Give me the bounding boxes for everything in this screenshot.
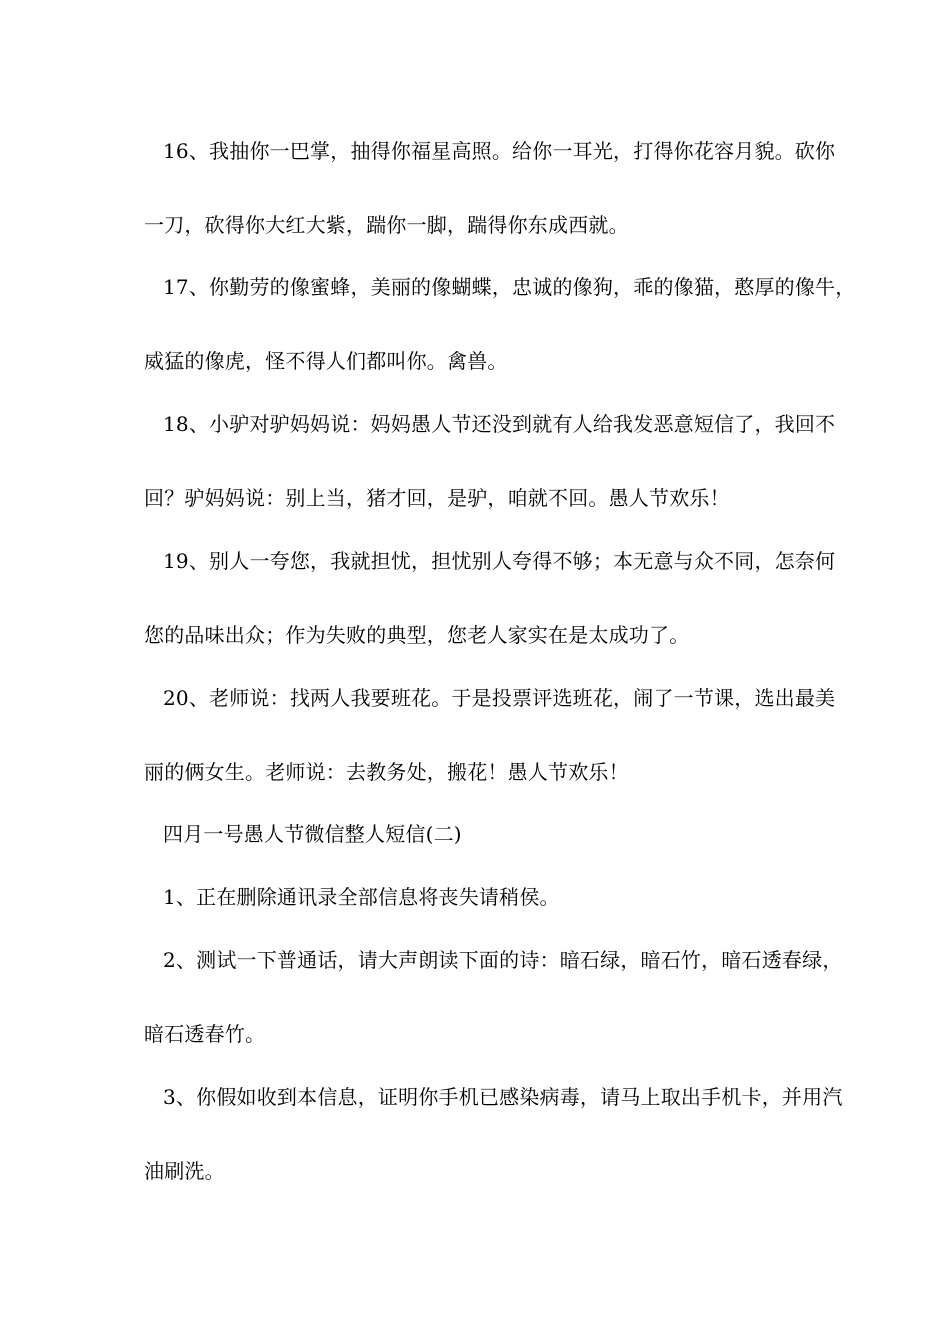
paragraph-18-line-2: 回？驴妈妈说：别上当，猪才回，是驴，咱就不回。愚人节欢乐！ [144, 486, 730, 510]
paragraph-18-line-1: 18、小驴对驴妈妈说：妈妈愚人节还没到就有人给我发恶意短信了，我回不 [163, 412, 836, 436]
item-1-line-1: 1、正在删除通讯录全部信息将丧失请稍侯。 [163, 885, 560, 909]
paragraph-16-line-2: 一刀，砍得你大红大紫，踹你一脚，踹得你东成西就。 [144, 213, 629, 237]
item-3-line-2: 油刷洗。 [144, 1159, 225, 1183]
item-2-line-1: 2、测试一下普通话，请大声朗读下面的诗：暗石绿，暗石竹，暗石透春绿， [163, 948, 843, 972]
item-3-line-1: 3、你假如收到本信息，证明你手机已感染病毒，请马上取出手机卡，并用汽 [163, 1085, 843, 1109]
paragraph-19-line-2: 您的品味出众；作为失败的典型，您老人家实在是太成功了。 [144, 623, 690, 647]
paragraph-19-line-1: 19、别人一夸您，我就担忧，担忧别人夸得不够；本无意与众不同，怎奈何 [163, 549, 836, 573]
paragraph-17-line-2: 威猛的像虎，怪不得人们都叫你。禽兽。 [144, 349, 508, 373]
item-2-line-2: 暗石透春竹。 [144, 1022, 266, 1046]
paragraph-16-line-1: 16、我抽你一巴掌，抽得你福星高照。给你一耳光，打得你花容月貌。砍你 [163, 139, 836, 163]
paragraph-20-line-2: 丽的俩女生。老师说：去教务处，搬花！愚人节欢乐！ [144, 760, 629, 784]
section-heading: 四月一号愚人节微信整人短信(二) [163, 822, 462, 846]
paragraph-17-line-1: 17、你勤劳的像蜜蜂，美丽的像蝴蝶，忠诚的像狗，乖的像猫，憨厚的像牛， [163, 275, 856, 299]
paragraph-20-line-1: 20、老师说：找两人我要班花。于是投票评选班花，闹了一节课，选出最美 [163, 686, 836, 710]
